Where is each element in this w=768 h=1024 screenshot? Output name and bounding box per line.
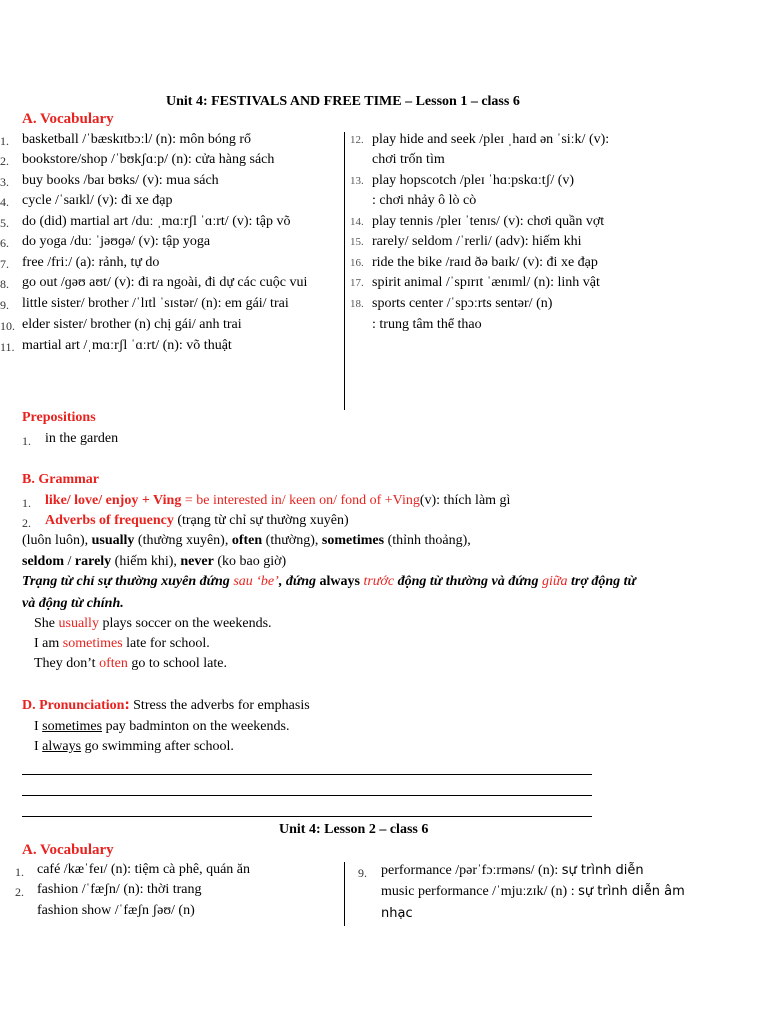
adverbs-line-2 xyxy=(22,554,286,570)
vocab-item: play tennis /pleɪ ˈtenɪs/ (v): chơi quần vợt xyxy=(372,214,605,229)
example-text: plays soccer on the weekends. xyxy=(98,616,272,631)
example-adverb: usually xyxy=(58,616,99,631)
adverb-word: rarely xyxy=(74,554,112,569)
list-number: 16. xyxy=(350,257,364,269)
example-sentence xyxy=(34,636,210,652)
column-divider xyxy=(344,862,345,926)
vocab-item: basketball /ˈbæskɪtbɔːl/ (n): môn bóng rổ xyxy=(22,132,252,147)
example-text: pay badminton on the weekends. xyxy=(102,719,290,734)
rule-text: trợ động từ xyxy=(567,574,636,589)
adverb-meaning: (ko bao giờ) xyxy=(213,554,287,569)
example-text: I am xyxy=(34,636,63,651)
list-number: 7. xyxy=(0,257,9,271)
list-number: 4. xyxy=(0,195,9,209)
vocab-term: music performance /ˈmjuːzɪk/ (n) : xyxy=(381,884,579,899)
pronunciation-instruction: Stress the adverbs for emphasis xyxy=(129,698,310,713)
vocab-item: go out /ɡəʊ aʊt/ (v): đi ra ngoài, đi dự các cuộc vui xyxy=(22,275,308,290)
pronunciation-example xyxy=(34,719,289,735)
grammar-heading: B. Grammar xyxy=(22,472,99,487)
example-text: She xyxy=(34,616,59,631)
vocab-item: bookstore/shop /ˈbʊkʃɑːp/ (n): cửa hàng sách xyxy=(22,152,275,167)
example-sentence xyxy=(34,656,227,672)
vocab-item: elder sister/ brother (n) chị gái/ anh trai xyxy=(22,317,242,332)
adverb-word: often xyxy=(231,533,263,548)
adverb-meaning: (thường), xyxy=(262,533,322,548)
list-number: 2. xyxy=(15,885,24,899)
rule-highlight: giữa xyxy=(541,574,568,589)
vocab-item: fashion show /ˈfæʃn ʃəʊ/ (n) xyxy=(37,903,195,918)
list-number: 15. xyxy=(350,236,364,248)
lesson2-title: Unit 4: Lesson 2 – class 6 xyxy=(279,822,429,837)
vocab-term: performance /pərˈfɔːrməns/ (n): xyxy=(381,863,562,878)
list-number: 6. xyxy=(0,236,9,250)
list-number: 1. xyxy=(22,496,31,510)
example-text: I xyxy=(34,739,43,754)
list-number: 2. xyxy=(22,516,31,530)
stressed-adverb: sometimes xyxy=(42,719,103,734)
adverb-word: sometimes xyxy=(321,533,385,548)
list-number: 8. xyxy=(0,277,9,291)
adverbs-line-1 xyxy=(22,533,471,549)
grammar-rule-1 xyxy=(45,493,510,509)
vocab-item: do (did) martial art /duː ˌmɑːrʃl ˈɑːrt/ (v): tập võ xyxy=(22,214,291,229)
list-number: 1. xyxy=(15,865,24,879)
example-text: They don’t xyxy=(34,656,100,671)
vocab-item-continued: : trung tâm thể thao xyxy=(372,317,482,332)
adverb-meaning: (thỉnh thoảng), xyxy=(384,533,471,548)
vocab-item xyxy=(381,863,644,879)
list-number: 1. xyxy=(0,134,9,148)
list-number: 3. xyxy=(0,175,9,189)
vocab-item-continued: nhạc xyxy=(381,906,413,921)
example-sentence xyxy=(34,616,272,632)
pronunciation-colon: : xyxy=(124,698,130,713)
list-number: 12. xyxy=(350,134,364,146)
preposition-item: in the garden xyxy=(45,431,119,446)
vocab-item: cycle /ˈsaɪkl/ (v): đi xe đạp xyxy=(22,193,173,208)
vocab-item: martial art /ˌmɑːrʃl ˈɑːrt/ (n): võ thuật xyxy=(22,338,232,353)
list-number: 1. xyxy=(22,434,31,448)
vocab-item: spirit animal /ˈspɪrɪt ˈænɪml/ (n): linh vật xyxy=(372,275,600,290)
example-adverb: often xyxy=(99,656,128,671)
prepositions-heading: Prepositions xyxy=(22,410,96,425)
vocab-item-continued: : chơi nhảy ô lò cò xyxy=(372,193,477,208)
adverb-word: usually xyxy=(91,533,135,548)
grammar-topic-meaning: (trạng từ chỉ sự thường xuyên) xyxy=(173,513,349,528)
vocab-item: do yoga /duː ˈjəʊɡə/ (v): tập yoga xyxy=(22,234,211,249)
writing-line xyxy=(22,795,592,796)
list-number: 5. xyxy=(0,216,9,230)
adverb-word: never xyxy=(180,554,214,569)
list-number: 18. xyxy=(350,298,364,310)
vocab-meaning: sự trình diễn âm xyxy=(578,884,685,899)
vocab-item: free /friː/ (a): rảnh, tự do xyxy=(22,255,160,270)
example-adverb: sometimes xyxy=(62,636,123,651)
rule-text: Trạng từ chỉ sự thường xuyên đứng xyxy=(22,574,234,589)
column-divider xyxy=(344,132,345,410)
writing-line xyxy=(22,816,592,817)
vocab-item xyxy=(381,884,685,900)
list-number: 2. xyxy=(0,154,9,168)
vocab-item: café /kæˈfeɪ/ (n): tiệm cà phê, quán ăn xyxy=(37,862,251,877)
writing-line xyxy=(22,774,592,775)
adverb-meaning: (luôn luôn), xyxy=(22,533,92,548)
adverb-separator: / xyxy=(64,554,75,569)
vocab-item: little sister/ brother /ˈlɪtl ˈsɪstər/ (n): em gái/ trai xyxy=(22,296,289,311)
example-text: go swimming after school. xyxy=(81,739,234,754)
adverb-word: seldom xyxy=(22,554,64,569)
vocab-item-continued: chơi trốn tìm xyxy=(372,152,445,167)
vocab-item: sports center /ˈspɔːrts sentər/ (n) xyxy=(372,296,553,311)
vocab-item: rarely/ seldom /ˈrerli/ (adv): hiếm khi xyxy=(372,234,582,249)
grammar-meaning: (v): thích làm gì xyxy=(419,493,511,508)
stressed-adverb: always xyxy=(42,739,82,754)
vocab-item: play hide and seek /pleɪ ˌhaɪd ən ˈsiːk/ (v): xyxy=(372,132,610,147)
list-number: 14. xyxy=(350,216,364,228)
vocab-item: ride the bike /raɪd ðə baɪk/ (v): đi xe đạp xyxy=(372,255,598,270)
grammar-structure: like/ love/ enjoy + Ving xyxy=(45,493,182,508)
pronunciation-heading xyxy=(22,698,310,714)
list-number: 13. xyxy=(350,175,364,187)
lesson1-title: Unit 4: FESTIVALS AND FREE TIME – Lesson 1 – class 6 xyxy=(166,94,520,109)
grammar-equivalent: = be interested in/ keen on/ fond of +Ving xyxy=(181,493,420,508)
rule-text: động từ thường và đứng xyxy=(394,574,542,589)
vocab-item: fashion /ˈfæʃn/ (n): thời trang xyxy=(37,882,202,897)
rule-line-1 xyxy=(22,574,636,590)
list-number: 9. xyxy=(0,298,9,312)
rule-highlight: trước xyxy=(363,574,395,589)
vocab-heading: A. Vocabulary xyxy=(22,111,114,127)
list-number: 17. xyxy=(350,277,364,289)
grammar-rule-2 xyxy=(45,513,349,529)
pronunciation-title: D. Pronunciation xyxy=(22,698,125,713)
example-text: I xyxy=(34,719,43,734)
list-number: 11. xyxy=(0,340,15,354)
vocab-item: buy books /baɪ bʊks/ (v): mua sách xyxy=(22,173,219,188)
vocab-meaning: sự trình diễn xyxy=(561,863,644,878)
vocab-item: play hopscotch /pleɪ ˈhɑːpskɑːtʃ/ (v) xyxy=(372,173,575,188)
adverb-meaning: (thường xuyên), xyxy=(134,533,232,548)
rule-keyword: always xyxy=(319,574,360,589)
example-text: go to school late. xyxy=(127,656,227,671)
rule-line-2: và động từ chính. xyxy=(22,596,124,611)
adverb-meaning: (hiếm khi), xyxy=(111,554,181,569)
example-text: late for school. xyxy=(122,636,210,651)
list-number: 9. xyxy=(358,866,367,880)
vocab-heading: A. Vocabulary xyxy=(22,842,114,858)
rule-highlight: sau ‘be’ xyxy=(233,574,279,589)
pronunciation-example xyxy=(34,739,234,755)
grammar-topic: Adverbs of frequency xyxy=(45,513,174,528)
list-number: 10. xyxy=(0,319,15,333)
rule-text: , đứng xyxy=(278,574,320,589)
